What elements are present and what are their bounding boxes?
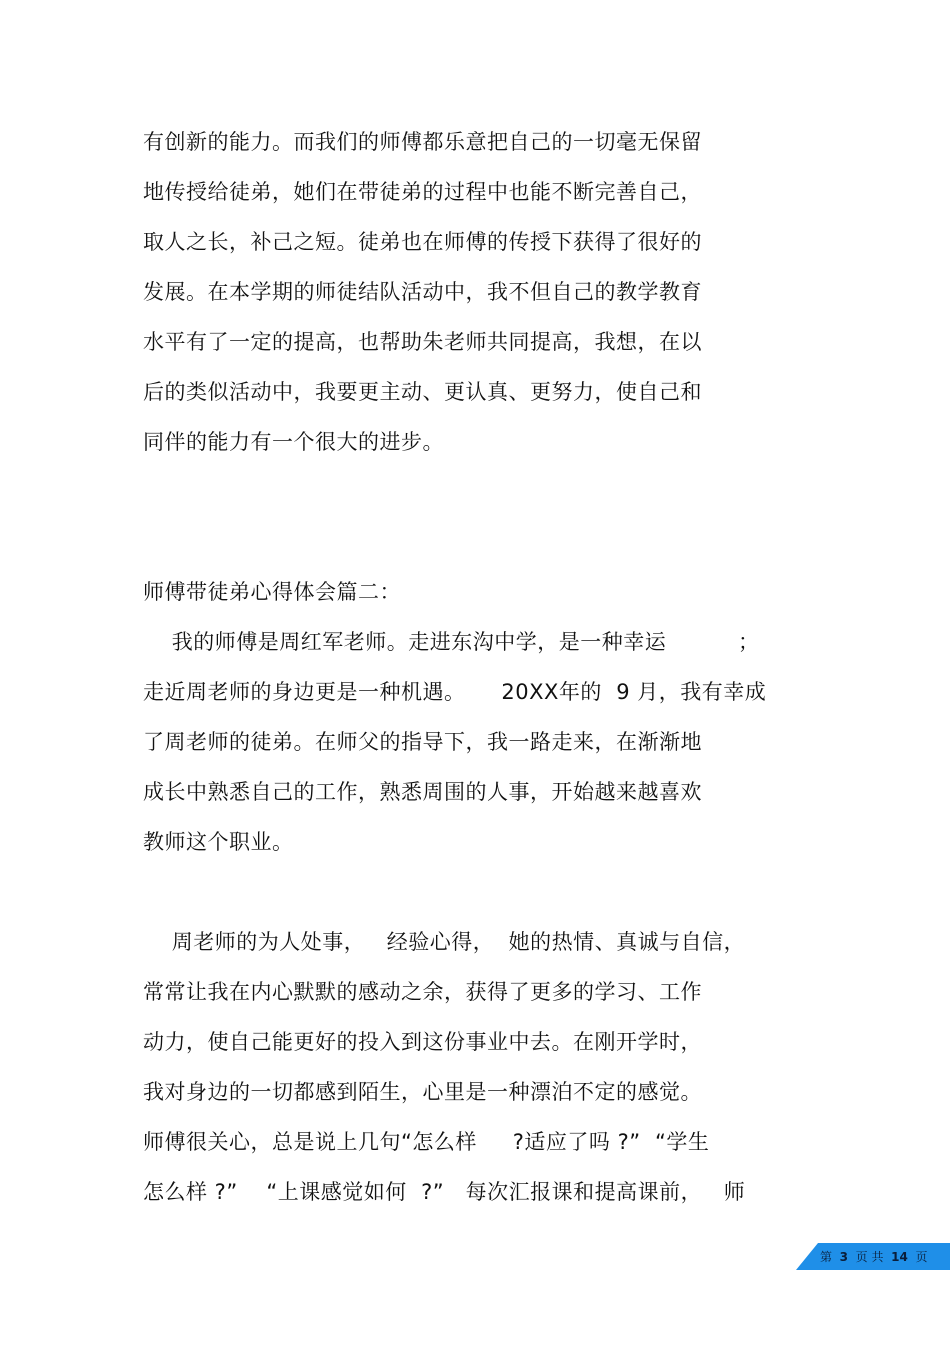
paragraph-line: 成长中熟悉自己的工作，熟悉周围的人事，开始越来越喜欢 bbox=[143, 780, 702, 804]
paragraph-line: 师傅很关心，总是说上几句“怎么样 ?适应了吗 ?” “学生 bbox=[143, 1130, 710, 1154]
page-middle: 页 共 bbox=[855, 1250, 884, 1264]
paragraph-line: 发展。在本学期的师徒结队活动中，我不但自己的教学教育 bbox=[143, 280, 702, 304]
section-heading: 师傅带徒弟心得体会篇二： bbox=[143, 580, 401, 604]
paragraph-line: 动力，使自己能更好的投入到这份事业中去。在刚开学时， bbox=[143, 1030, 702, 1054]
paragraph-line: 同伴的能力有一个很大的进步。 bbox=[143, 430, 444, 454]
paragraph-line: 有创新的能力。而我们的师傅都乐意把自己的一切毫无保留 bbox=[143, 130, 702, 154]
paragraph-line: 教师这个职业。 bbox=[143, 830, 294, 854]
page-prefix: 第 bbox=[820, 1250, 833, 1264]
page-suffix: 页 bbox=[915, 1250, 928, 1264]
paragraph-line: 常常让我在内心默默的感动之余，获得了更多的学习、工作 bbox=[143, 980, 702, 1004]
paragraph-line: 地传授给徒弟，她们在带徒弟的过程中也能不断完善自己， bbox=[143, 180, 702, 204]
paragraph-line: 我对身边的一切都感到陌生，心里是一种漂泊不定的感觉。 bbox=[143, 1080, 702, 1104]
paragraph-line: 了周老师的徒弟。在师父的指导下，我一路走来，在渐渐地 bbox=[143, 730, 702, 754]
paragraph-line: 我的师傅是周红军老师。走进东沟中学，是一种幸运 ； bbox=[143, 630, 760, 654]
page-number bbox=[820, 1248, 927, 1266]
total-pages: 14 bbox=[891, 1250, 908, 1264]
paragraph-line: 取人之长，补己之短。徒弟也在师傅的传授下获得了很好的 bbox=[143, 230, 702, 254]
paragraph-line: 水平有了一定的提高，也帮助朱老师共同提高，我想，在以 bbox=[143, 330, 702, 354]
paragraph-line: 周老师的为人处事， 经验心得， 她的热情、真诚与自信， bbox=[143, 930, 746, 954]
current-page: 3 bbox=[839, 1250, 849, 1264]
paragraph-line: 后的类似活动中，我要更主动、更认真、更努力，使自己和 bbox=[143, 380, 702, 404]
paragraph-line: 走近周老师的身边更是一种机遇。 20XX年的 9 月，我有幸成 bbox=[143, 680, 767, 704]
paragraph-line: 怎么样 ?” “上课感觉如何 ?” 每次汇报课和提高课前， 师 bbox=[143, 1180, 746, 1204]
